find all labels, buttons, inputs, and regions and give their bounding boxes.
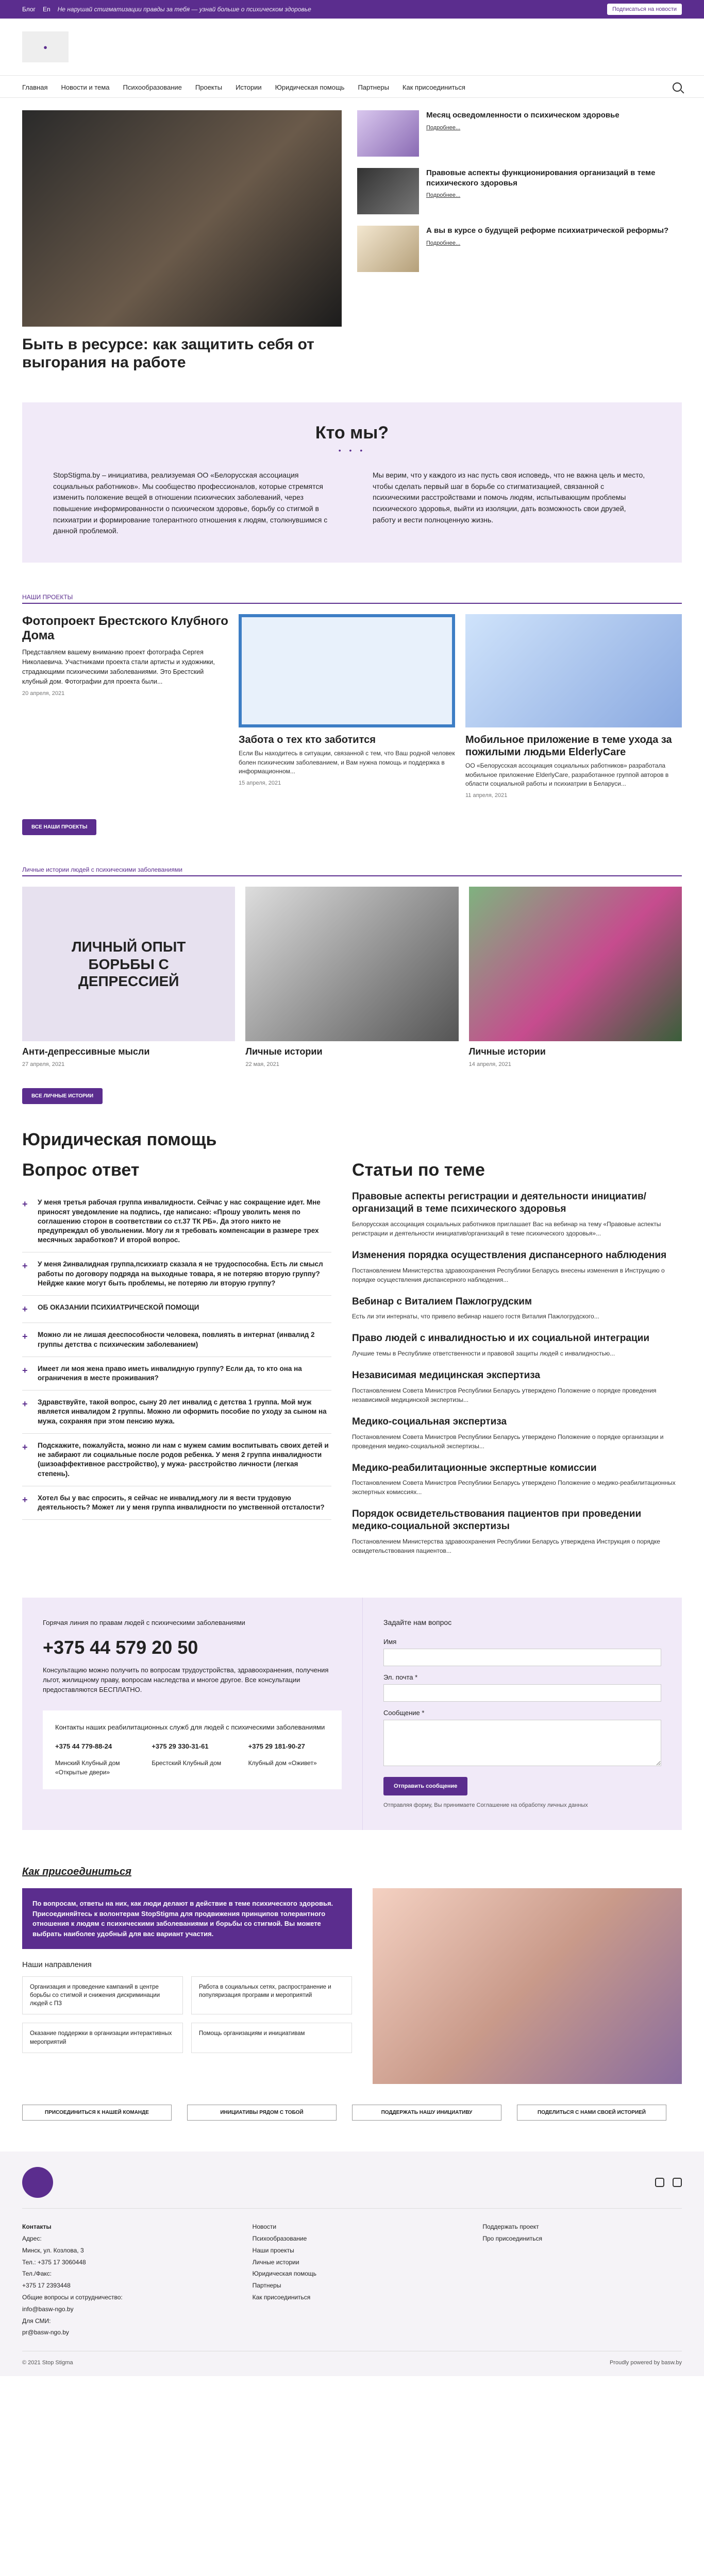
qa-title: Вопрос ответ xyxy=(22,1160,140,1180)
article-title[interactable]: Медико-социальная экспертиза xyxy=(352,1416,507,1427)
direction-item[interactable]: Оказание поддержки в организации интерактивных мероприятий xyxy=(22,2023,183,2053)
footer-link[interactable]: Новости xyxy=(252,2223,277,2231)
project-title[interactable]: Фотопроект Брестского Клубного Дома xyxy=(22,614,228,642)
rehab-centers xyxy=(43,1710,342,1790)
qa-item[interactable] xyxy=(22,1296,331,1323)
brand-row xyxy=(22,19,682,75)
plus-icon: + xyxy=(22,1494,28,1505)
article-title[interactable]: Медико-реабилитационные экспертные комиссии xyxy=(352,1462,597,1473)
project-card-title[interactable]: Забота о тех кто заботится xyxy=(239,734,376,746)
hero-image[interactable] xyxy=(22,110,342,327)
join-banner: По вопросам, ответы на них, как люди делают в действие в теме психического здоровья. Присоединяйтесь к волонтерам StopStigma для продвижения принципов толерантного отношения к людям с психическими заболеваниями и борьбы со стигмой. Вы можете выбрать наиболее удобный для вас вариант участия. xyxy=(22,1888,352,1949)
qa-question: Можно ли не лишая дееспособности человека, повлиять в интернат (инвалид 2 группы детства с психическим заболеванием) xyxy=(38,1331,315,1348)
plus-icon: + xyxy=(22,1365,28,1376)
who-title: Кто мы? xyxy=(315,423,389,443)
footer-email[interactable]: pr@basw-ngo.by xyxy=(22,2329,69,2336)
who-left-text: StopStigma.by – инициатива, реализуемая ОО «Белорусская ассоциация социальных работников». Мы сообщество профессионалов, которые стремятся изменить положение вещей в отношении психических заболеваний, через повышение информированности о психическом здоровье, борьбу со стигмой в психиатрии и формирование толерантного отношения к людям, столкнувшимся с данной проблемой. xyxy=(53,471,328,535)
nav-item-join[interactable]: Как присоединиться xyxy=(402,83,465,91)
projects-label: НАШИ ПРОЕКТЫ xyxy=(22,594,682,604)
article-item[interactable] xyxy=(352,1191,682,1238)
side-article[interactable] xyxy=(357,226,682,272)
site-logo[interactable]: ● xyxy=(22,31,69,62)
legal-help xyxy=(22,1160,682,1567)
stories-label: Личные истории людей с психическими заболеваниями xyxy=(22,866,682,876)
article-title[interactable]: Изменения порядка осуществления диспансерного наблюдения xyxy=(352,1249,667,1261)
message-input[interactable] xyxy=(383,1720,661,1766)
topbar-tagline: Не нарушай стигматизации правды за тебя — узнай больше о психическом здоровье xyxy=(57,6,311,13)
footer-logo[interactable] xyxy=(22,2167,53,2198)
search-icon[interactable] xyxy=(673,82,682,92)
footer-line: Минск, ул. Козлова, 3 xyxy=(22,2246,84,2254)
story-title[interactable]: Личные истории xyxy=(468,1046,546,1057)
email-input[interactable] xyxy=(383,1684,661,1702)
qa-section xyxy=(22,1160,331,1567)
articles-section xyxy=(352,1160,682,1567)
side-article-title[interactable]: А вы в курсе о будущей реформе психиатрической реформы? xyxy=(426,226,669,235)
read-more-link[interactable]: Подробнее... xyxy=(426,192,461,198)
footer-line: Для СМИ: xyxy=(22,2317,51,2325)
name-input[interactable] xyxy=(383,1649,661,1666)
story-image xyxy=(22,887,235,1041)
article-text: Постановлением Совета Министров Республики Беларусь утверждено Положение о порядке организации и проведения медико-социальной экспертизы... xyxy=(352,1433,664,1450)
article-text: Постановлением Министерства здравоохранения Республики Беларусь утверждена Инструкция о порядке освидетельствования пациентов... xyxy=(352,1537,660,1554)
nav-item-psychoeducation[interactable]: Психообразование xyxy=(123,83,182,91)
center-name: Клубный дом «Оживет» xyxy=(248,1759,317,1767)
who-we-are xyxy=(22,402,682,563)
story-date: 22 мая, 2021 xyxy=(245,1061,279,1068)
main-nav xyxy=(0,75,704,98)
hero-title[interactable]: Быть в ресурсе: как защитить себя от выгорания на работе xyxy=(22,336,314,371)
story-image xyxy=(469,887,682,1041)
plus-icon: + xyxy=(22,1399,28,1410)
project-text: Представляем вашему вниманию проект фотографа Сергея Николаевича. Участниками проекта стали артисты и художники, страдающими психическими заболеваниями. Это Брестский клубный дом. Фотографии для проекта были... xyxy=(22,649,215,685)
story-image-caption: ЛИЧНЫЙ ОПЫТ БОРЬБЫ С ДЕПРЕССИЕЙ xyxy=(71,938,186,990)
article-title[interactable]: Независимая медицинская экспертиза xyxy=(352,1370,541,1381)
footer-link[interactable]: Как присоединиться xyxy=(252,2293,311,2301)
send-message-button[interactable]: Отправить сообщение xyxy=(383,1777,467,1795)
facebook-icon[interactable] xyxy=(655,2178,664,2187)
nearby-initiatives-button[interactable]: ИНИЦИАТИВЫ РЯДОМ С ТОБОЙ xyxy=(187,2105,337,2121)
direction-item[interactable]: Помощь организациям и инициативам xyxy=(191,2023,352,2053)
center-phone[interactable]: +375 29 181-90-27 xyxy=(248,1742,305,1750)
article-title[interactable]: Правовые аспекты регистрации и деятельности инициатив/организаций в теме психического здоровья xyxy=(352,1191,646,1215)
center-phone[interactable]: +375 29 330-31-61 xyxy=(152,1742,209,1750)
story-date: 27 апреля, 2021 xyxy=(22,1061,65,1068)
hero xyxy=(22,110,682,371)
project-card[interactable] xyxy=(465,614,682,799)
name-label: Имя xyxy=(383,1637,397,1646)
direction-item[interactable]: Организация и проведение кампаний в центре борьбы со стигмой и снижения дискриминации людей с ПЗ xyxy=(22,1976,183,2014)
nav-item-home[interactable]: Главная xyxy=(22,83,48,91)
side-article[interactable] xyxy=(357,168,682,214)
footer-line: Адрес: xyxy=(22,2234,42,2242)
join-team-button[interactable]: ПРИСОЕДИНИТЬСЯ К НАШЕЙ КОМАНДЕ xyxy=(22,2105,172,2121)
form-title: Задайте нам вопрос xyxy=(383,1618,452,1626)
center-name: Брестский Клубный дом xyxy=(152,1759,222,1767)
join-section xyxy=(22,1888,682,2084)
article-item[interactable] xyxy=(352,1508,682,1555)
qa-question: Здравствуйте, такой вопрос, сыну 20 лет инвалид с детства 1 группа. Мой муж является инвалидом 2 группы. Можно ли оформить пособие по уходу за сыном на мужа, сохраняя при этом пенсию мужа. xyxy=(38,1398,327,1425)
footer-col-title: Контакты xyxy=(22,2223,52,2231)
email-label: Эл. почта * xyxy=(383,1673,418,1681)
footer-contacts xyxy=(22,2221,222,2338)
hotline-desc: Консультацию можно получить по вопросам трудоустройства, здравоохранения, получения льгот, жилищному праву, вопросам наследства и многое другое. Все консультации предоставляются БЕСПЛАТНО. xyxy=(43,1666,329,1693)
nav-item-news[interactable]: Новости и тема xyxy=(61,83,110,91)
hotline-phone[interactable]: +375 44 579 20 50 xyxy=(43,1636,198,1658)
instagram-icon[interactable] xyxy=(673,2178,682,2187)
plus-icon: + xyxy=(22,1442,28,1452)
project-card-text: Если Вы находитесь в ситуации, связанной с тем, что Ваш родной человек болен психическим заболеванием, и Вам нужна помощь и поддержка в информационном... xyxy=(239,750,455,775)
article-item[interactable] xyxy=(352,1462,682,1497)
qa-item[interactable] xyxy=(22,1391,331,1434)
qa-question: У меня третья рабочая группа инвалидности. Сейчас у нас сокращение идет. Мне приносят уведомление на подпись, где написано: «Прошу уволить меня по соглашению сторон в соответствии со ст.37 ТК РБ». Да этого никто не предупреждал об увольнении. Могу ли я требовать компенсации в размере трех месячных заработков? И второй вопрос. xyxy=(38,1198,321,1244)
join-actions xyxy=(22,2105,682,2121)
qa-question: ОБ ОКАЗАНИИ ПСИХИАТРИЧЕСКОЙ ПОМОЩИ xyxy=(38,1303,199,1312)
all-stories-button[interactable]: ВСЕ ЛИЧНЫЕ ИСТОРИИ xyxy=(22,1088,103,1104)
side-thumb xyxy=(357,226,419,272)
credit: Proudly powered by basw.by xyxy=(609,2360,682,2366)
directions-title: Наши направления xyxy=(22,1960,92,1970)
article-item[interactable] xyxy=(352,1249,682,1284)
side-article-title[interactable]: Правовые аспекты функционирования организаций в теме психического здоровья xyxy=(426,168,656,188)
center-phone[interactable]: +375 44 779-88-24 xyxy=(55,1742,112,1750)
support-initiative-button[interactable]: ПОДДЕРЖАТЬ НАШУ ИНИЦИАТИВУ xyxy=(352,2105,501,2121)
qa-item[interactable] xyxy=(22,1252,331,1296)
article-text: Белорусская ассоциация социальных работников приглашает Вас на вебинар на тему «Правовые аспекты регистрации и деятельности инициатив/организаций в теме психического здоровья»... xyxy=(352,1220,661,1237)
plus-icon: + xyxy=(22,1199,28,1210)
plus-icon: + xyxy=(22,1331,28,1342)
qa-question: Подскажите, пожалуйста, можно ли нам с мужем самим воспитывать своих детей и не забирают ли социальные после родов ребенка. У меня 2 группа инвалидности (шизоаффективное расстройство), у мужа- расстройство личности (легкая степень). xyxy=(38,1441,329,1478)
all-projects-button[interactable]: ВСЕ НАШИ ПРОЕКТЫ xyxy=(22,819,96,835)
article-text: Постановлением Совета Министров Республики Беларусь утверждено Положение о медико-реабилитационных экспертных комиссиях... xyxy=(352,1479,676,1496)
footer-line: Тел./Факс: xyxy=(22,2270,52,2278)
nav-item-partners[interactable]: Партнеры xyxy=(358,83,389,91)
footer-line: Тел.: +375 17 3060448 xyxy=(22,2258,86,2266)
article-item[interactable] xyxy=(352,1296,682,1321)
qa-question: Имеет ли моя жена право иметь инвалидную группу? Если да, то кто она на ограничения в месте проживания? xyxy=(38,1364,302,1382)
footer-link[interactable]: Партнеры xyxy=(252,2282,281,2290)
project-card-image xyxy=(239,614,455,727)
project-card-date: 11 апреля, 2021 xyxy=(465,792,508,799)
story-title[interactable]: Личные истории xyxy=(245,1046,323,1057)
plus-icon: + xyxy=(22,1304,28,1315)
footer-email[interactable]: info@basw-ngo.by xyxy=(22,2305,74,2313)
qa-item[interactable] xyxy=(22,1434,331,1486)
message-label: Сообщение * xyxy=(383,1708,425,1717)
read-more-link[interactable]: Подробнее... xyxy=(426,240,461,246)
article-item[interactable] xyxy=(352,1332,682,1358)
footer-link[interactable]: Поддержать проект xyxy=(482,2223,539,2231)
article-text: Постановлением Министерства здравоохранения Республики Беларусь внесены изменения в Инструкцию о порядке осуществления диспансерного наблюдения... xyxy=(352,1266,665,1283)
article-text: Постановлением Совета Министров Республики Беларусь утверждено Положение о порядке проведения независимой медицинской экспертизы... xyxy=(352,1386,657,1403)
footer xyxy=(0,2151,704,2376)
copyright: © 2021 Stop Stigma xyxy=(22,2360,73,2366)
footer-link[interactable]: Психообразование xyxy=(252,2234,307,2242)
qa-item[interactable] xyxy=(22,1357,331,1391)
legal-title: Юридическая помощь xyxy=(22,1130,217,1150)
story-card[interactable] xyxy=(469,887,682,1067)
projects xyxy=(22,614,682,799)
footer-nav xyxy=(253,2221,452,2338)
article-title[interactable]: Порядок освидетельствования пациентов при проведении медико-социальной экспертизы xyxy=(352,1509,642,1532)
article-item[interactable] xyxy=(352,1416,682,1451)
footer-line: Общие вопросы и сотрудничество: xyxy=(22,2293,123,2301)
stories xyxy=(22,887,682,1067)
qa-item[interactable] xyxy=(22,1191,331,1252)
plus-icon: + xyxy=(22,1261,28,1272)
footer-link[interactable]: Личные истории xyxy=(252,2258,299,2266)
centers-title: Контакты наших реабилитационных служб для людей с психическими заболеваниями xyxy=(55,1723,325,1731)
qa-question: У меня 2инвалидная группа,психиатр сказала я не трудоспособна. Есть ли смысл работы по договору подряда на выходные товара, я не потеряю вторую группу?Нейдже какие могут быть проблемы, не потеряю ли вторую группу? xyxy=(38,1260,323,1287)
side-article[interactable] xyxy=(357,110,682,157)
article-text: Лучшие темы в Республике ответственности и правовой защиты людей с инвалидностью... xyxy=(352,1350,615,1358)
subscribe-button[interactable]: Подписаться на новости xyxy=(607,4,682,15)
top-bar xyxy=(0,0,704,19)
project-date: 20 апреля, 2021 xyxy=(22,690,65,697)
article-title[interactable]: Право людей с инвалидностью и их социальной интеграции xyxy=(352,1333,650,1344)
social-links xyxy=(655,2178,682,2187)
project-card-date: 15 апреля, 2021 xyxy=(239,780,281,787)
qa-question: Хотел бы у вас спросить, я сейчас не инвалид,могу ли я вести трудовую деятельность? Может ли у меня группа инвалидности по умственной отсталости? xyxy=(38,1494,325,1511)
side-thumb xyxy=(357,168,419,214)
dots-divider: • • • xyxy=(338,446,366,454)
project-card-image xyxy=(465,614,682,727)
project-card-text: ОО «Белорусская ассоциация социальных работников» разработала мобильное приложение ElderlyCare, разработанное группой авторов в области социальной работы и психиатрии в Беларуси... xyxy=(465,762,669,787)
qa-item[interactable] xyxy=(22,1323,331,1357)
consent-text: Отправляя форму, Вы принимаете Соглашение на обработку личных данных xyxy=(383,1802,588,1808)
topbar-link-en[interactable]: En xyxy=(42,6,51,13)
center-name: Минский Клубный дом «Открытые двери» xyxy=(55,1759,120,1776)
articles-title: Статьи по теме xyxy=(352,1160,485,1180)
footer-line: +375 17 2393448 xyxy=(22,2282,71,2290)
story-card[interactable] xyxy=(22,887,235,1067)
join-image xyxy=(373,1888,682,2084)
join-title: Как присоединиться xyxy=(22,1866,131,1878)
footer-link[interactable]: Юридическая помощь xyxy=(252,2270,317,2278)
share-story-button[interactable]: ПОДЕЛИТЬСЯ С НАМИ СВОЕЙ ИСТОРИЕЙ xyxy=(517,2105,666,2121)
side-thumb xyxy=(357,110,419,157)
footer-link[interactable]: Про присоединиться xyxy=(482,2234,543,2242)
story-date: 14 апреля, 2021 xyxy=(468,1061,511,1068)
nav-item-legal[interactable]: Юридическая помощь xyxy=(275,83,345,91)
story-title[interactable]: Анти-депрессивные мысли xyxy=(22,1046,150,1057)
project-card-title[interactable]: Мобильное приложение в теме ухода за пожилыми людьми ElderlyCare xyxy=(465,734,672,758)
contact-section xyxy=(22,1598,682,1830)
nav-item-projects[interactable]: Проекты xyxy=(195,83,223,91)
project-card[interactable] xyxy=(239,614,455,799)
side-article-title[interactable]: Месяц осведомленности о психическом здоровье xyxy=(426,111,619,120)
direction-item[interactable]: Работа в социальных сетях, распространение и популяризация программ и мероприятий xyxy=(191,1976,352,2014)
nav-item-stories[interactable]: Истории xyxy=(236,83,262,91)
read-more-link[interactable]: Подробнее... xyxy=(426,124,461,131)
article-item[interactable] xyxy=(352,1369,682,1404)
footer-extra xyxy=(482,2221,682,2338)
story-card[interactable] xyxy=(245,887,458,1067)
article-text: Есть ли эти интернаты, что привело вебинар нашего гостя Виталия Пажлогрудского... xyxy=(352,1313,599,1320)
hotline xyxy=(22,1598,362,1830)
topbar-link-blog[interactable]: Блог xyxy=(22,6,36,13)
question-form xyxy=(362,1598,682,1830)
footer-link[interactable]: Наши проекты xyxy=(252,2246,294,2254)
qa-item[interactable] xyxy=(22,1486,331,1520)
story-image xyxy=(245,887,458,1041)
hotline-label: Горячая линия по правам людей с психическими заболеваниями xyxy=(43,1618,245,1626)
who-right-text: Мы верим, что у каждого из нас пусть своя исповедь, что не важна цель и место, чтобы сделать первый шаг в борьбе со стигматизацией, связанной с психическими расстройствами и помочь людям, испытывающим проблемы психического здоровья, выйти из изоляции, дать возможность свои друзей, работу и вести полноценную жизнь. xyxy=(373,471,645,524)
article-title[interactable]: Вебинар с Виталием Пажлогрудским xyxy=(352,1296,532,1307)
